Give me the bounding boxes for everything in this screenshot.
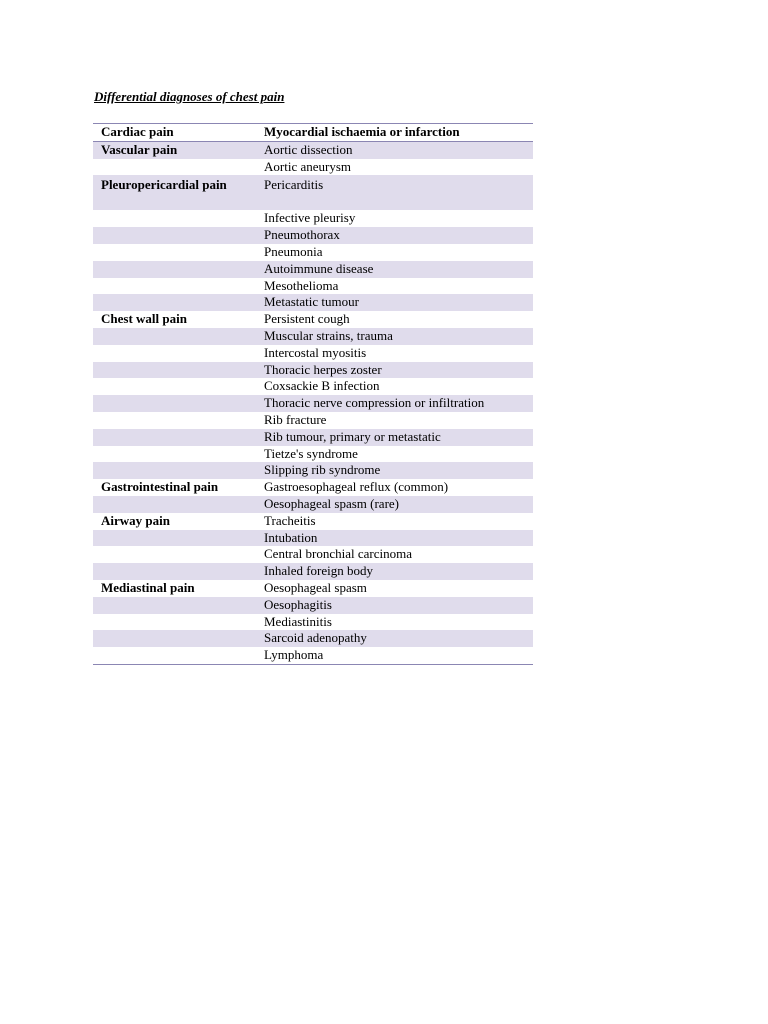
table-row — [93, 210, 533, 227]
table-row — [93, 294, 533, 311]
table-row — [93, 244, 533, 261]
document-title: Differential diagnoses of chest pain — [94, 89, 285, 104]
table-row — [93, 462, 533, 479]
category-cell — [93, 345, 256, 362]
category-cell: Mediastinal pain — [101, 579, 195, 595]
category-cell — [93, 563, 256, 580]
table-row — [93, 395, 533, 412]
table-row — [93, 496, 533, 513]
category-cell — [93, 261, 256, 278]
category-cell — [93, 546, 256, 563]
category-cell — [93, 496, 256, 513]
table-row — [93, 513, 533, 530]
table-row — [93, 124, 533, 142]
differential-diagnoses-table — [93, 123, 533, 665]
category-cell: Chest wall pain — [101, 311, 187, 327]
cause-cell: Mediastinitis — [264, 613, 332, 629]
cause-cell: Mesothelioma — [264, 277, 339, 293]
cause-cell: Metastatic tumour — [256, 294, 533, 311]
cause-cell: Muscular strains, trauma — [256, 328, 533, 345]
category-cell — [93, 530, 256, 547]
table-row — [93, 345, 533, 362]
table-row — [93, 362, 533, 379]
cause-cell: Infective pleurisy — [264, 210, 356, 226]
cause-cell: Intubation — [256, 530, 533, 547]
cause-cell: Aortic dissection — [256, 141, 533, 158]
cause-cell: Central bronchial carcinoma — [264, 546, 412, 562]
category-cell: Cardiac pain — [93, 124, 256, 142]
cause-cell: Persistent cough — [264, 311, 350, 327]
category-cell — [93, 614, 256, 631]
category-cell — [93, 446, 256, 463]
table-row — [93, 412, 533, 429]
table-row — [93, 630, 533, 647]
cause-cell: Slipping rib syndrome — [256, 462, 533, 479]
cause-cell: Coxsackie B infection — [264, 378, 380, 394]
category-cell — [93, 412, 256, 429]
table-row — [93, 597, 533, 614]
table-row — [93, 446, 533, 463]
category-cell — [93, 210, 256, 227]
cause-cell: Tracheitis — [264, 512, 316, 528]
cause-cell: Myocardial ischaemia or infarction — [256, 124, 533, 142]
table-row — [93, 580, 533, 597]
table-row — [93, 328, 533, 345]
category-cell — [93, 244, 256, 261]
cause-cell: Aortic aneurysm — [264, 158, 352, 174]
cause-cell: Oesophageal spasm — [264, 579, 367, 595]
table-row — [93, 546, 533, 563]
table-row — [93, 261, 533, 278]
category-cell — [93, 395, 256, 412]
category-cell — [93, 227, 256, 244]
category-cell — [93, 597, 256, 614]
cause-cell: Lymphoma — [264, 647, 324, 663]
table-row — [93, 378, 533, 395]
category-cell — [93, 378, 256, 395]
cause-cell: Gastroesophageal reflux (common) — [264, 479, 449, 495]
table-row — [93, 563, 533, 580]
category-cell — [93, 362, 256, 379]
category-cell — [93, 159, 256, 176]
cause-cell: Pneumothorax — [256, 227, 533, 244]
category-cell — [93, 294, 256, 311]
category-cell — [93, 462, 256, 479]
category-cell — [93, 647, 256, 664]
table-row — [93, 141, 533, 158]
table-row — [93, 311, 533, 328]
table-row — [93, 479, 533, 496]
category-cell: Airway pain — [101, 512, 170, 528]
table-row — [93, 530, 533, 547]
cause-cell: Oesophagitis — [256, 597, 533, 614]
cause-cell: Pericarditis — [256, 175, 533, 210]
cause-cell: Inhaled foreign body — [256, 563, 533, 580]
table-row — [93, 227, 533, 244]
table-row — [93, 278, 533, 295]
cause-cell: Rib tumour, primary or metastatic — [256, 429, 533, 446]
category-cell — [93, 328, 256, 345]
table-row — [93, 159, 533, 176]
cause-cell: Thoracic herpes zoster — [256, 362, 533, 379]
cause-cell: Rib fracture — [264, 411, 327, 427]
category-cell: Pleuropericardial pain — [93, 175, 256, 210]
category-cell — [93, 429, 256, 446]
table-row — [93, 614, 533, 631]
cause-cell: Tietze's syndrome — [264, 445, 358, 461]
category-cell — [93, 278, 256, 295]
cause-cell: Oesophageal spasm (rare) — [256, 496, 533, 513]
category-cell — [93, 630, 256, 647]
category-cell: Vascular pain — [93, 141, 256, 158]
table-row — [93, 647, 533, 664]
table-row — [93, 429, 533, 446]
category-cell: Gastrointestinal pain — [101, 479, 219, 495]
table-row — [93, 175, 533, 210]
cause-cell: Thoracic nerve compression or infiltration — [256, 395, 533, 412]
cause-cell: Pneumonia — [264, 243, 323, 259]
cause-cell: Autoimmune disease — [256, 261, 533, 278]
cause-cell: Intercostal myositis — [264, 344, 367, 360]
cause-cell: Sarcoid adenopathy — [256, 630, 533, 647]
